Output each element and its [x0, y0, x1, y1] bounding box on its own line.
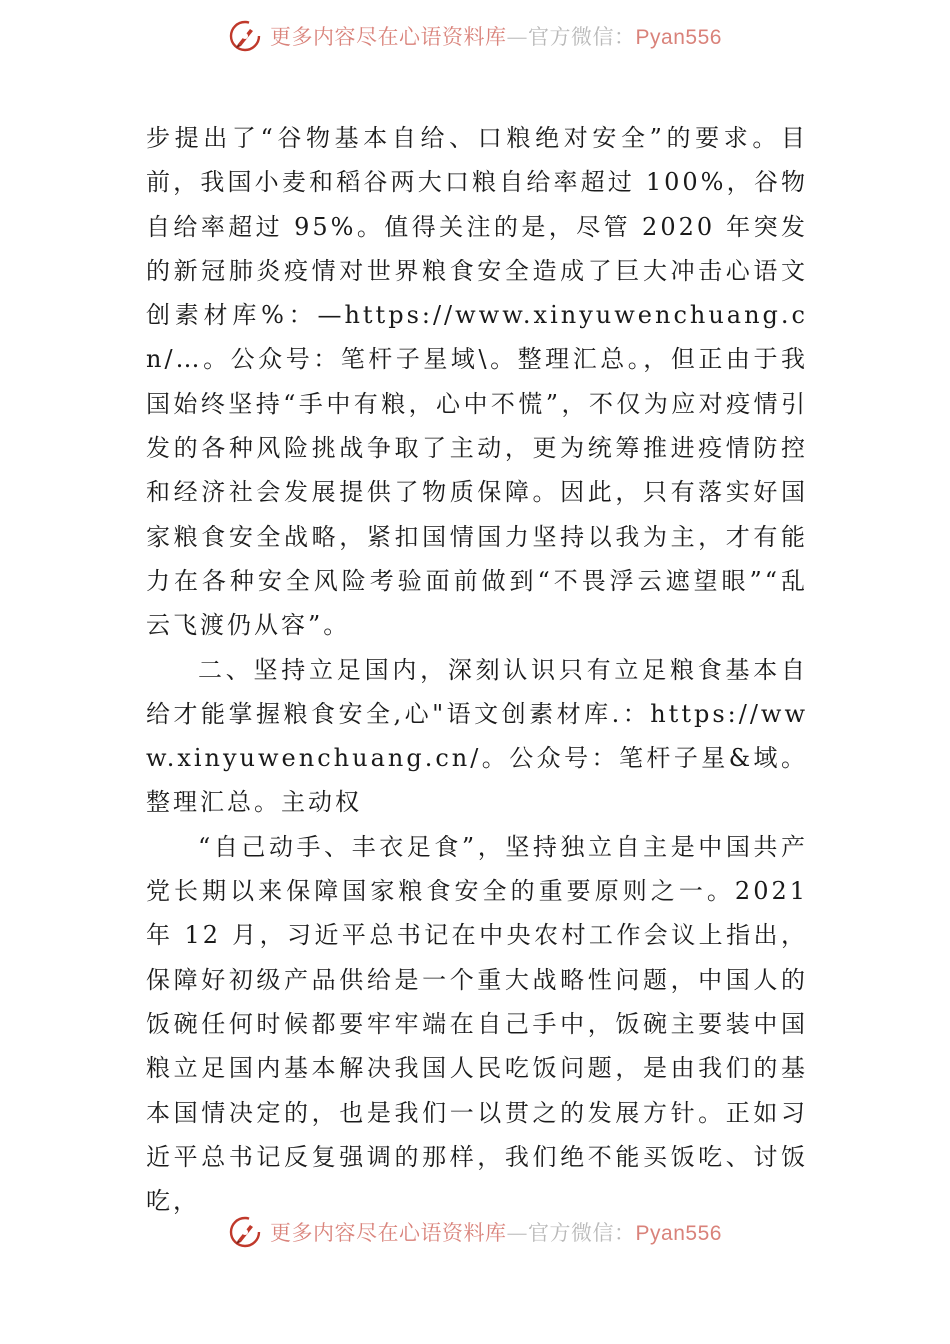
pen-logo-icon: [228, 1215, 262, 1249]
banner-wechat-id: Pyan556: [635, 1222, 722, 1245]
banner-wechat-label: 官方微信：: [528, 1221, 636, 1245]
paragraph-3: “自己动手、丰衣足食”，坚持独立自主是中国共产党长期以来保障国家粮食安全的重要原则之一。2021 年 12 月，习近平总书记在中央农村工作会议上指出，保障好初级产品供给是一个重大战略性问题，中国人的饭碗任何时候都要牢牢端在自己手中，饭碗主要装中国粮立足国内基本解决我国人民吃饭问题，是由我们的基本国情决定的，也是我们一以贯之的发展方针。正如习近平总书记反复强调的那样，我们绝不能买饭吃、讨饭吃，: [146, 832, 808, 1216]
banner-dash: —: [506, 25, 529, 49]
banner-text: [270, 21, 722, 51]
paragraph-1: 步提出了“谷物基本自给、口粮绝对安全”的要求。目前，我国小麦和稻谷两大口粮自给率超过 100%，谷物自给率超过 95%。值得关注的是，尽管 2020 年突发的新冠肺炎疫情对世界粮食安全造成了巨大冲击心语文创素材库%：—https://www.xinyuwenchuang.cn/…。公众号：笔杆子星域\。整理汇总。，但正由于我国始终坚持“手中有粮，心中不慌”，不仅为应对疫情引发的各种风险挑战争取了主动，更为统筹推进疫情防控和经济社会发展提供了物质保障。因此，只有落实好国家粮食安全战略，紧扣国情国力坚持以我为主，才有能力在各种安全风险考验面前做到“不畏浮云遮望眼”“乱云飞渡仍从容”。: [146, 124, 808, 640]
banner-text: [270, 1217, 722, 1247]
footer-banner: [0, 1212, 950, 1252]
banner-dash: —: [506, 1221, 529, 1245]
pen-logo-icon: [228, 19, 262, 53]
document-body: [146, 116, 808, 1223]
banner-wechat-id: Pyan556: [635, 26, 722, 49]
paragraph-2-heading: 二、坚持立足国内，深刻认识只有立足粮食基本自给才能掌握粮食安全,心"语文创素材库.：https://www.xinyuwenchuang.cn/。公众号：笔杆子星&域。整理汇总。主动权: [146, 655, 808, 817]
banner-title: 更多内容尽在心语资料库: [270, 25, 507, 49]
footer-banner-inner: [228, 1215, 722, 1249]
header-banner: [0, 16, 950, 56]
banner-title: 更多内容尽在心语资料库: [270, 1221, 507, 1245]
banner-wechat-label: 官方微信：: [528, 25, 636, 49]
header-banner-inner: [228, 19, 722, 53]
